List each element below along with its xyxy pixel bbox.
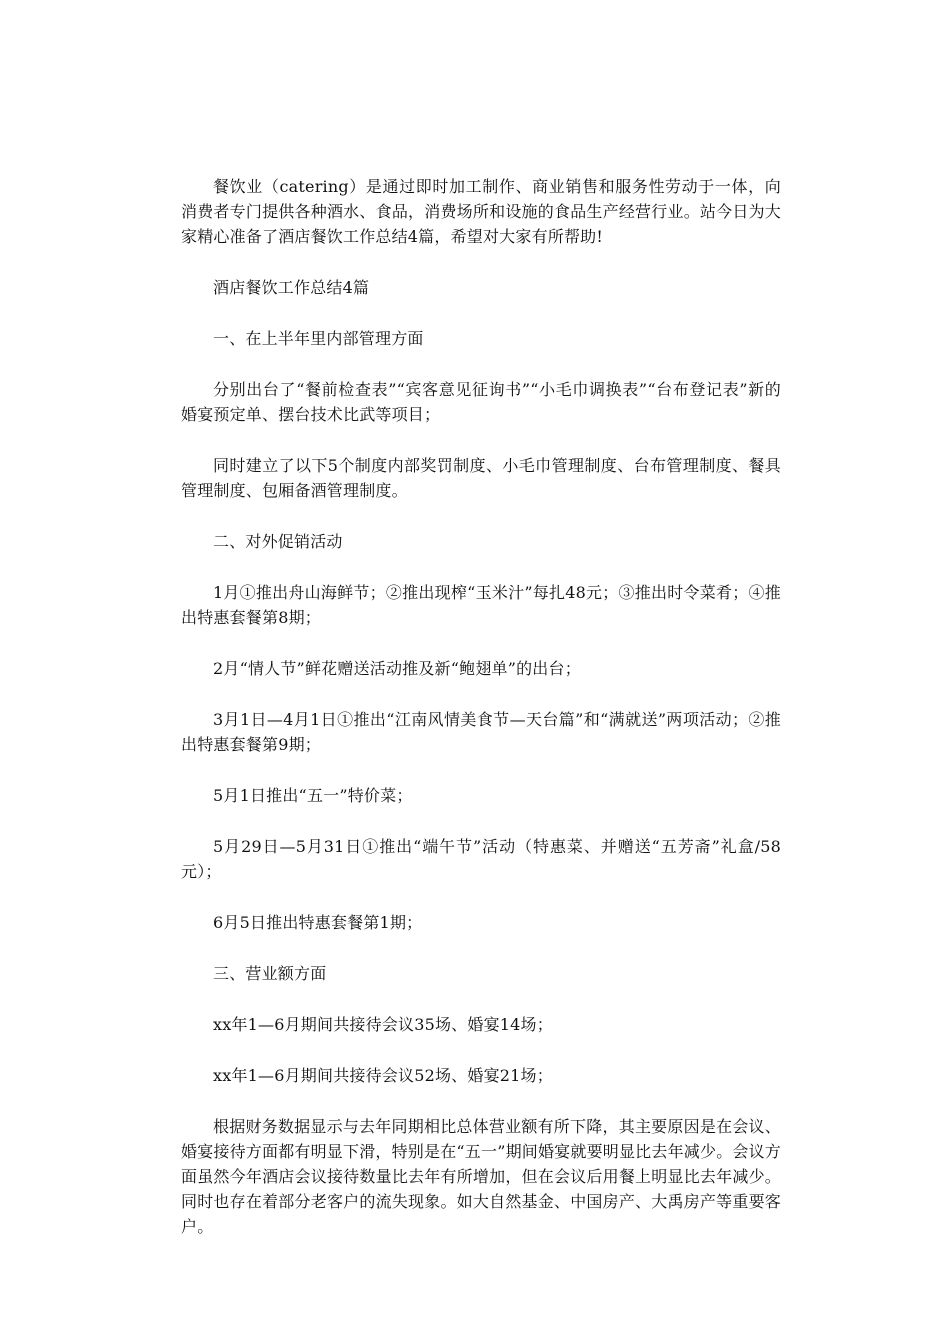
promotion-june: 6月5日推出特惠套餐第1期； xyxy=(213,913,423,932)
section-heading-revenue: 三、营业额方面 xyxy=(213,964,327,983)
document-body xyxy=(181,174,781,1265)
revenue-stat-2: xx年1—6月期间共接待会议52场、婚宴21场； xyxy=(213,1066,553,1085)
section-heading-internal-management: 一、在上半年里内部管理方面 xyxy=(213,329,424,348)
promotion-january: 1月①推出舟山海鲜节；②推出现榨“玉米汁”每扎48元；③推出时令菜肴；④推出特惠套餐第8期； xyxy=(181,583,781,627)
revenue-stat-1: xx年1—6月期间共接待会议35场、婚宴14场； xyxy=(213,1015,553,1034)
document-title: 酒店餐饮工作总结4篇 xyxy=(213,278,370,297)
promotion-february: 2月“情人节”鲜花赠送活动推及新“鲍翅单”的出台； xyxy=(213,659,581,678)
promotion-may-29: 5月29日—5月31日①推出“端午节”活动（特惠菜、并赠送“五芳斋”礼盒/58元）； xyxy=(181,837,781,881)
paragraph-forms-introduced: 分别出台了“餐前检查表”“宾客意见征询书”“小毛巾调换表”“台布登记表”新的婚宴预定单、摆台技术比武等项目； xyxy=(181,380,781,424)
intro-paragraph: 餐饮业（catering）是通过即时加工制作、商业销售和服务性劳动于一体，向消费者专门提供各种酒水、食品，消费场所和设施的食品生产经营行业。站今日为大家精心准备了酒店餐饮工作总结4篇，希望对大家有所帮助! xyxy=(181,177,781,246)
paragraph-systems-established: 同时建立了以下5个制度内部奖罚制度、小毛巾管理制度、台布管理制度、餐具管理制度、包厢备酒管理制度。 xyxy=(181,456,781,500)
revenue-analysis-paragraph: 根据财务数据显示与去年同期相比总体营业额有所下降，其主要原因是在会议、婚宴接待方面都有明显下滑，特别是在“五一”期间婚宴就要明显比去年减少。会议方面虽然今年酒店会议接待数量比去年有所增加，但在会议后用餐上明显比去年减少。同时也存在着部分老客户的流失现象。如大自然基金、中国房产、大禹房产等重要客户。 xyxy=(181,1117,781,1236)
promotion-may-1: 5月1日推出“五一”特价菜； xyxy=(213,786,413,805)
section-heading-promotions: 二、对外促销活动 xyxy=(213,532,343,551)
promotion-march-april: 3月1日—4月1日①推出“江南风情美食节—天台篇”和“满就送”两项活动；②推出特惠套餐第9期； xyxy=(181,710,781,754)
